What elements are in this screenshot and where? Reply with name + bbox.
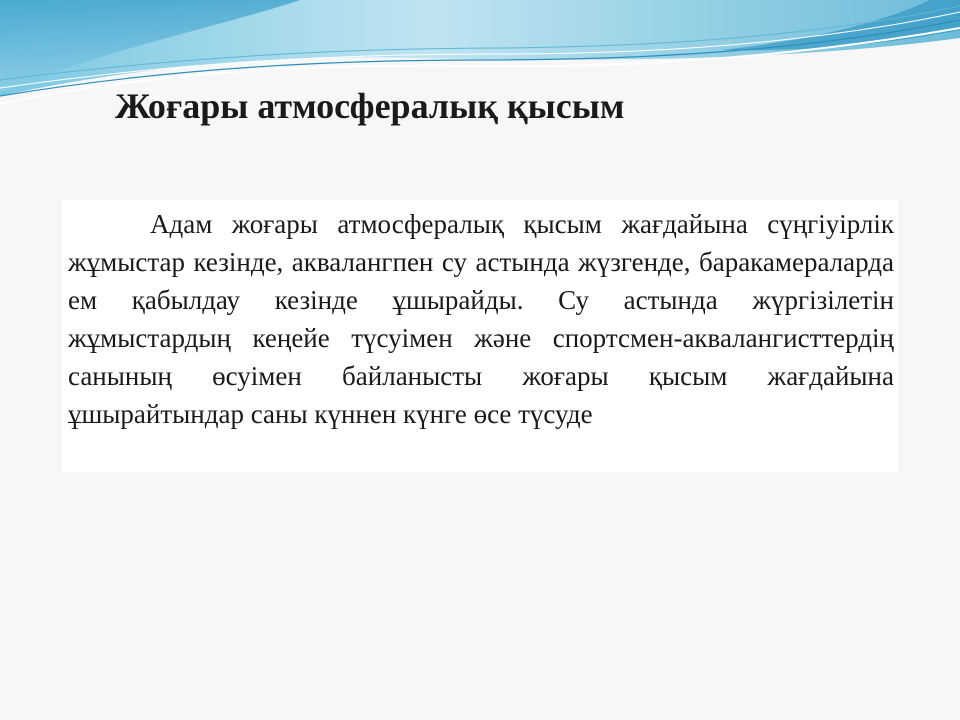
body-paragraph: Адам жоғары атмосфералық қысым жағдайына сүңгіуірлік жұмыстар кезінде, аквалангпен су астында жүзгенде, баракамераларда ем қабылдау кезінде ұшырайды. Су астында жүргізілетін жұмыстардың кеңейе түсуімен және спортсмен-аквалангисттердің санының өсуімен байланысты жоғары қысым жағдайына ұшырайтындар саны күннен күнге өсе түсуде <box>68 209 894 429</box>
slide-title: Жоғары атмосфералық қысым <box>115 86 625 126</box>
